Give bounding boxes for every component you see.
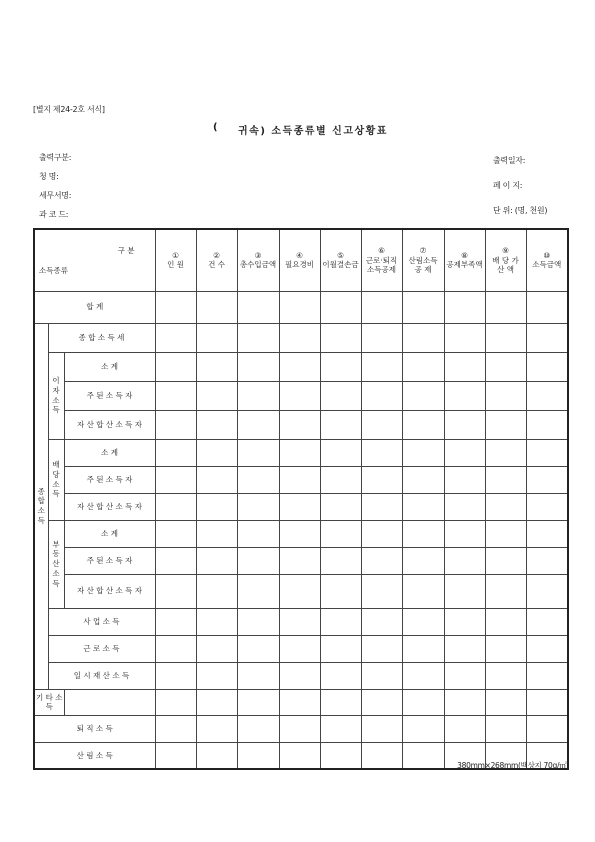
row-label: 자 산 합 산 소 득 자 xyxy=(64,574,155,608)
table-cell[interactable] xyxy=(64,689,155,715)
table-cell[interactable] xyxy=(196,608,237,635)
table-cell[interactable] xyxy=(155,635,196,662)
table-cell[interactable] xyxy=(526,323,568,352)
row-label: 기 타 소 득 xyxy=(34,689,64,715)
header-col-2 xyxy=(196,229,237,291)
table-cell[interactable] xyxy=(279,689,320,715)
table-cell[interactable] xyxy=(320,742,361,769)
col-number: ⑦ xyxy=(419,246,427,256)
table-cell[interactable] xyxy=(237,608,279,635)
table-cell[interactable] xyxy=(361,635,402,662)
row-label: 근 로 소 득 xyxy=(48,635,155,662)
table-cell[interactable] xyxy=(485,520,526,547)
table-row-realestate-main xyxy=(34,547,568,574)
table-cell[interactable] xyxy=(196,662,237,689)
table-cell[interactable] xyxy=(279,520,320,547)
table-cell[interactable] xyxy=(279,635,320,662)
table-cell[interactable] xyxy=(320,291,361,323)
table-cell[interactable] xyxy=(320,466,361,493)
table-cell[interactable] xyxy=(237,493,279,520)
table-cell[interactable] xyxy=(361,662,402,689)
table-cell[interactable] xyxy=(444,574,485,608)
table-cell[interactable] xyxy=(237,715,279,742)
table-cell[interactable] xyxy=(444,323,485,352)
table-cell[interactable] xyxy=(402,291,444,323)
table-cell[interactable] xyxy=(361,466,402,493)
table-cell[interactable] xyxy=(361,291,402,323)
table-cell[interactable] xyxy=(320,574,361,608)
page-title: 귀속) 소득종류별 신고상황표 xyxy=(238,126,388,137)
table-cell[interactable] xyxy=(155,323,196,352)
table-cell[interactable] xyxy=(485,715,526,742)
table-cell[interactable] xyxy=(444,689,485,715)
col-label: 이월결손금 xyxy=(322,260,359,270)
table-cell[interactable] xyxy=(237,323,279,352)
table-cell[interactable] xyxy=(402,466,444,493)
table-cell[interactable] xyxy=(279,466,320,493)
section-code-label: 과 코 드: xyxy=(39,210,69,219)
table-cell[interactable] xyxy=(402,323,444,352)
table-cell[interactable] xyxy=(444,466,485,493)
table-cell[interactable] xyxy=(279,662,320,689)
report-table xyxy=(33,228,569,770)
table-cell[interactable] xyxy=(361,689,402,715)
table-cell[interactable] xyxy=(361,410,402,439)
table-cell[interactable] xyxy=(485,608,526,635)
header-col-1 xyxy=(155,229,196,291)
row-label: 주 된 소 득 자 xyxy=(64,381,155,410)
table-cell[interactable] xyxy=(196,635,237,662)
table-row-comprehensive-tax xyxy=(34,323,568,352)
col-number: ⑥ xyxy=(378,246,385,256)
table-cell[interactable] xyxy=(485,574,526,608)
table-cell[interactable] xyxy=(402,662,444,689)
col-label: 근로·퇴직 소득공제 xyxy=(365,255,398,274)
table-row-dividend-main xyxy=(34,466,568,493)
header-col-10 xyxy=(526,229,568,291)
header-col-6 xyxy=(361,229,402,291)
table-cell[interactable] xyxy=(402,520,444,547)
table-cell[interactable] xyxy=(279,608,320,635)
table-cell[interactable] xyxy=(444,352,485,381)
table-cell[interactable] xyxy=(526,439,568,466)
table-cell[interactable] xyxy=(196,742,237,769)
row-label: 일 시 재 산 소 득 xyxy=(48,662,155,689)
col-label: 소득금액 xyxy=(532,260,562,270)
header-corner-cell xyxy=(34,229,155,291)
table-cell[interactable] xyxy=(320,381,361,410)
group-label-comprehensive xyxy=(34,323,48,689)
table-cell[interactable] xyxy=(155,547,196,574)
table-cell[interactable] xyxy=(485,410,526,439)
table-cell[interactable] xyxy=(402,742,444,769)
table-cell[interactable] xyxy=(320,352,361,381)
group-text: 종 합 소 득 xyxy=(37,486,45,525)
row-label-total: 합 계 xyxy=(34,291,155,323)
table-cell[interactable] xyxy=(155,493,196,520)
header-col-8 xyxy=(444,229,485,291)
table-cell[interactable] xyxy=(402,689,444,715)
table-cell[interactable] xyxy=(361,493,402,520)
table-cell[interactable] xyxy=(320,323,361,352)
table-cell[interactable] xyxy=(196,291,237,323)
table-cell[interactable] xyxy=(237,410,279,439)
paper-size-note: 380mm×268mm(백상지 70g/㎡) xyxy=(457,761,569,770)
row-label: 자 산 합 산 소 득 자 xyxy=(64,410,155,439)
table-cell[interactable] xyxy=(402,410,444,439)
table-row-dividend-subtotal xyxy=(34,439,568,466)
table-cell[interactable] xyxy=(237,662,279,689)
table-cell[interactable] xyxy=(444,662,485,689)
table-cell[interactable] xyxy=(361,608,402,635)
table-row-business xyxy=(34,608,568,635)
col-number: ⑧ xyxy=(461,250,468,260)
table-cell[interactable] xyxy=(279,381,320,410)
col-number: ④ xyxy=(296,250,303,260)
table-cell[interactable] xyxy=(402,608,444,635)
table-row-realestate-subtotal xyxy=(34,520,568,547)
table-cell[interactable] xyxy=(526,410,568,439)
table-cell[interactable] xyxy=(320,635,361,662)
group-text: 이 자 소 득 xyxy=(52,376,60,415)
table-cell[interactable] xyxy=(196,352,237,381)
table-cell[interactable] xyxy=(155,410,196,439)
table-cell[interactable] xyxy=(320,410,361,439)
table-cell[interactable] xyxy=(279,574,320,608)
table-cell[interactable] xyxy=(155,574,196,608)
table-cell[interactable] xyxy=(155,742,196,769)
table-cell[interactable] xyxy=(444,381,485,410)
table-cell[interactable] xyxy=(155,520,196,547)
row-label: 종 합 소 득 세 xyxy=(48,323,155,352)
row-label: 소 계 xyxy=(64,352,155,381)
table-cell[interactable] xyxy=(361,323,402,352)
table-row-realestate-joint xyxy=(34,574,568,608)
table-cell[interactable] xyxy=(155,715,196,742)
table-cell[interactable] xyxy=(526,381,568,410)
header-income-type: 소득종류 xyxy=(39,266,68,276)
table-cell[interactable] xyxy=(444,547,485,574)
table-cell[interactable] xyxy=(485,635,526,662)
col-label: 필요경비 xyxy=(285,260,314,270)
header-col-5 xyxy=(320,229,361,291)
table-cell[interactable] xyxy=(526,520,568,547)
table-cell[interactable] xyxy=(526,635,568,662)
group-text: 부 동 산 소 득 xyxy=(52,539,60,588)
table-cell[interactable] xyxy=(155,689,196,715)
table-cell[interactable] xyxy=(444,291,485,323)
table-cell[interactable] xyxy=(361,520,402,547)
table-cell[interactable] xyxy=(361,381,402,410)
table-cell[interactable] xyxy=(320,689,361,715)
table-cell[interactable] xyxy=(485,662,526,689)
table-cell[interactable] xyxy=(237,466,279,493)
row-label: 자 산 합 산 소 득 자 xyxy=(64,493,155,520)
table-cell[interactable] xyxy=(155,352,196,381)
table-row-other xyxy=(34,689,568,715)
table-cell[interactable] xyxy=(279,291,320,323)
output-date-label: 출력일자: xyxy=(493,156,526,165)
col-number: ① xyxy=(172,250,179,260)
table-cell[interactable] xyxy=(237,574,279,608)
table-cell[interactable] xyxy=(485,381,526,410)
table-cell[interactable] xyxy=(402,547,444,574)
table-cell[interactable] xyxy=(526,493,568,520)
table-cell[interactable] xyxy=(237,520,279,547)
table-cell[interactable] xyxy=(444,439,485,466)
col-number: ⑩ xyxy=(543,250,551,260)
col-label: 공제부족액 xyxy=(446,260,483,270)
table-cell[interactable] xyxy=(526,608,568,635)
table-cell[interactable] xyxy=(526,352,568,381)
table-cell[interactable] xyxy=(485,689,526,715)
table-row-retirement xyxy=(34,715,568,742)
table-row-labor xyxy=(34,635,568,662)
table-cell[interactable] xyxy=(155,381,196,410)
table-cell[interactable] xyxy=(402,635,444,662)
table-cell[interactable] xyxy=(402,493,444,520)
row-label: 소 계 xyxy=(64,439,155,466)
table-cell[interactable] xyxy=(444,635,485,662)
table-cell[interactable] xyxy=(237,547,279,574)
table-cell[interactable] xyxy=(402,715,444,742)
form-reference: [별지 제24-2호 서식] xyxy=(33,105,105,114)
table-cell[interactable] xyxy=(196,547,237,574)
office-name-label: 청 명: xyxy=(39,172,59,181)
table-cell[interactable] xyxy=(402,439,444,466)
row-label: 소 계 xyxy=(64,520,155,547)
table-cell[interactable] xyxy=(196,466,237,493)
table-cell[interactable] xyxy=(196,715,237,742)
table-cell[interactable] xyxy=(237,291,279,323)
table-cell[interactable] xyxy=(196,439,237,466)
table-cell[interactable] xyxy=(237,381,279,410)
table-cell[interactable] xyxy=(279,547,320,574)
table-cell[interactable] xyxy=(196,381,237,410)
col-number: ② xyxy=(213,250,220,260)
table-cell[interactable] xyxy=(196,493,237,520)
table-cell[interactable] xyxy=(320,493,361,520)
row-label: 산 림 소 득 xyxy=(34,742,155,769)
table-cell[interactable] xyxy=(361,574,402,608)
table-row-interest-joint xyxy=(34,410,568,439)
table-cell[interactable] xyxy=(320,608,361,635)
col-label: 배 당 가 산 액 xyxy=(492,255,519,274)
table-cell[interactable] xyxy=(237,742,279,769)
col-number: ⑨ xyxy=(502,246,509,256)
title-paren: ( xyxy=(213,122,218,133)
table-cell[interactable] xyxy=(361,742,402,769)
group-label-realestate xyxy=(48,520,64,608)
col-label: 인 원 xyxy=(167,260,184,270)
table-cell[interactable] xyxy=(485,547,526,574)
col-label: 건 수 xyxy=(208,260,225,270)
table-cell[interactable] xyxy=(402,352,444,381)
header-row xyxy=(34,229,568,291)
table-cell[interactable] xyxy=(444,520,485,547)
table-cell[interactable] xyxy=(237,352,279,381)
table-cell[interactable] xyxy=(155,662,196,689)
table-cell[interactable] xyxy=(485,352,526,381)
table-cell[interactable] xyxy=(526,715,568,742)
table-cell[interactable] xyxy=(485,323,526,352)
row-label: 사 업 소 득 xyxy=(48,608,155,635)
table-cell[interactable] xyxy=(155,608,196,635)
table-cell[interactable] xyxy=(444,608,485,635)
table-cell[interactable] xyxy=(526,291,568,323)
unit-label: 단 위: (명, 천원) xyxy=(493,206,548,215)
header-col-4 xyxy=(279,229,320,291)
table-cell[interactable] xyxy=(361,547,402,574)
table-cell[interactable] xyxy=(444,410,485,439)
output-type-label: 출력구분: xyxy=(39,153,72,162)
table-cell[interactable] xyxy=(320,715,361,742)
col-number: ⑤ xyxy=(337,250,344,260)
table-cell[interactable] xyxy=(485,493,526,520)
col-number: ③ xyxy=(254,250,262,260)
header-col-7 xyxy=(402,229,444,291)
page-label: 페 이 지: xyxy=(493,181,523,190)
table-cell[interactable] xyxy=(196,520,237,547)
table-cell[interactable] xyxy=(196,574,237,608)
table-cell[interactable] xyxy=(526,662,568,689)
table-row-interest-subtotal xyxy=(34,352,568,381)
table-cell[interactable] xyxy=(279,742,320,769)
header-col-9 xyxy=(485,229,526,291)
group-label-interest xyxy=(48,352,64,439)
table-cell[interactable] xyxy=(196,410,237,439)
table-cell[interactable] xyxy=(196,689,237,715)
table-cell[interactable] xyxy=(361,439,402,466)
table-cell[interactable] xyxy=(279,439,320,466)
table-row-dividend-joint xyxy=(34,493,568,520)
table-cell[interactable] xyxy=(320,439,361,466)
table-cell[interactable] xyxy=(320,662,361,689)
group-text: 배 당 소 득 xyxy=(52,460,60,499)
table-cell[interactable] xyxy=(526,574,568,608)
row-label: 주 된 소 득 자 xyxy=(64,466,155,493)
table-cell[interactable] xyxy=(402,574,444,608)
table-cell[interactable] xyxy=(155,439,196,466)
table-row-interest-main xyxy=(34,381,568,410)
table-cell[interactable] xyxy=(320,547,361,574)
table-cell[interactable] xyxy=(279,352,320,381)
col-label: 총수입금액 xyxy=(239,260,277,270)
table-cell[interactable] xyxy=(237,689,279,715)
table-cell[interactable] xyxy=(485,466,526,493)
table-cell[interactable] xyxy=(485,439,526,466)
row-label: 주 된 소 득 자 xyxy=(64,547,155,574)
table-cell[interactable] xyxy=(279,715,320,742)
table-cell[interactable] xyxy=(279,323,320,352)
table-cell[interactable] xyxy=(444,493,485,520)
table-cell[interactable] xyxy=(526,547,568,574)
col-label: 산림소득 공 제 xyxy=(408,255,438,274)
table-cell[interactable] xyxy=(361,715,402,742)
table-cell[interactable] xyxy=(485,291,526,323)
table-cell[interactable] xyxy=(196,323,237,352)
table-cell[interactable] xyxy=(320,520,361,547)
table-row-total xyxy=(34,291,568,323)
group-label-dividend xyxy=(48,439,64,520)
table-cell[interactable] xyxy=(361,352,402,381)
row-label: 퇴 직 소 득 xyxy=(34,715,155,742)
header-col-3 xyxy=(237,229,279,291)
table-cell[interactable] xyxy=(155,466,196,493)
table-cell[interactable] xyxy=(279,410,320,439)
table-row-temporary xyxy=(34,662,568,689)
table-cell[interactable] xyxy=(155,291,196,323)
tax-office-label: 세무서명: xyxy=(39,191,72,200)
table-cell[interactable] xyxy=(237,635,279,662)
table-cell[interactable] xyxy=(526,466,568,493)
table-cell[interactable] xyxy=(237,439,279,466)
table-cell[interactable] xyxy=(279,493,320,520)
table-cell[interactable] xyxy=(444,715,485,742)
header-gubun: 구 분 xyxy=(117,246,135,256)
table-cell[interactable] xyxy=(402,381,444,410)
